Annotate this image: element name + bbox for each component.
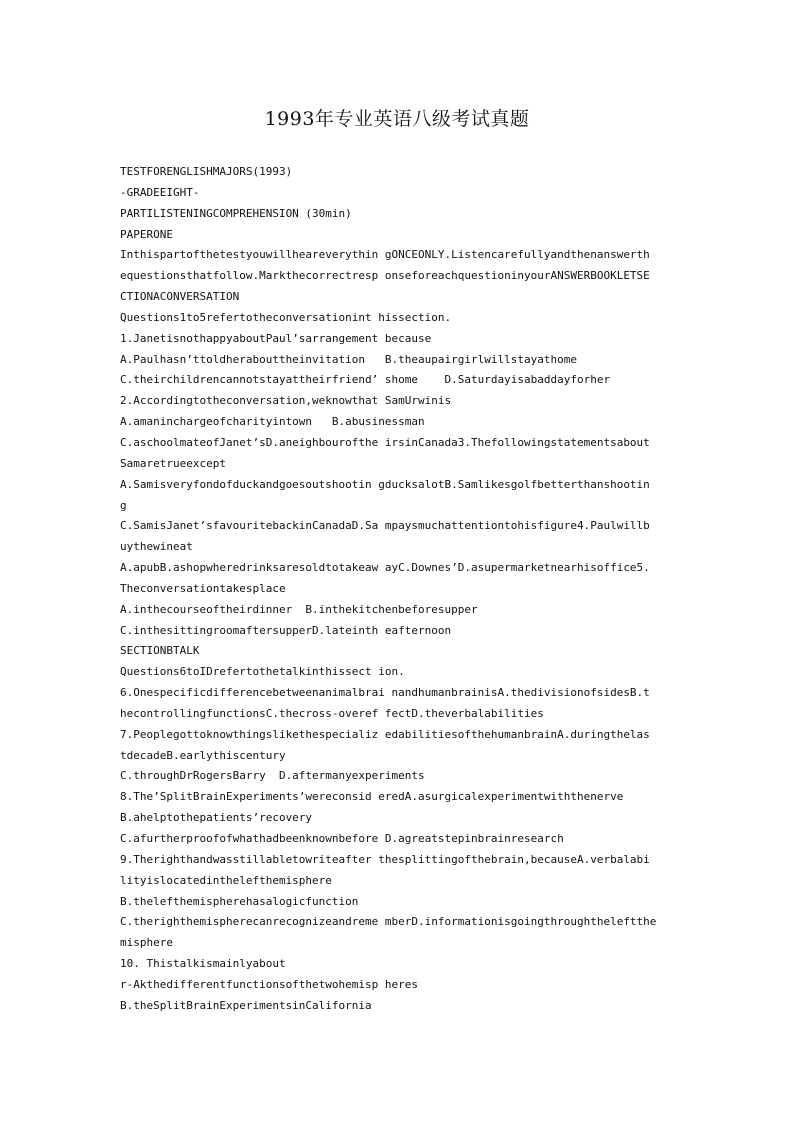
text-line: Samaretrueexcept bbox=[120, 456, 226, 470]
text-line: Questions1to5refertotheconversationint hissection. bbox=[120, 310, 452, 324]
text-line: A.Paulhasn’ttoldherabouttheinvitation B.theaupairgirlwillstayathome bbox=[120, 352, 577, 366]
text-line: Questions6toIDrefertothetalkinthissect ion. bbox=[120, 665, 405, 679]
text-line: CTIONACONVERSATION bbox=[120, 290, 240, 304]
text-line: 7.Peoplegottoknowthingslikethespecializ edabilitiesofthehumanbrainA.duringthelas bbox=[120, 727, 650, 741]
text-line: B.ahelptothepatients’recovery bbox=[120, 811, 313, 825]
text-line: PAPERONE bbox=[120, 227, 173, 241]
text-line: B.thelefthemispherehasalogicfunction bbox=[120, 894, 359, 908]
text-line: C.theirchildrencannotstayattheirfriend’ shome D.Saturdayisabaddayforher bbox=[120, 373, 611, 387]
text-line: equestionsthatfollow.Markthecorrectresp onseforeachquestioninyourANSWERBOOKLETSE bbox=[120, 269, 650, 283]
text-line: 9.Therighthandwasstillabletowriteafter thesplittingofthebrain,becauseA.verbalabi bbox=[120, 852, 650, 866]
text-line: C.inthesittingroomaftersupperD.lateinth eafternoon bbox=[120, 623, 452, 637]
text-line: 10. Thistalkismainlyabout bbox=[120, 957, 286, 971]
document-title: 1993年专业英语八级考试真题 bbox=[264, 108, 530, 130]
text-line: A.Samisveryfondofduckandgoesoutshootin gducksalotB.Samlikesgolfbetterthanshootin bbox=[120, 477, 650, 491]
text-line: hecontrollingfunctionsC.thecross-overef fectD.theverbalabilities bbox=[120, 706, 544, 720]
text-line: g bbox=[120, 498, 127, 512]
text-line: SECTIONBTALK bbox=[120, 644, 200, 658]
text-line: misphere bbox=[120, 936, 173, 950]
text-line: 2.Accordingtotheconversation,weknowthat SamUrwinis bbox=[120, 394, 452, 408]
text-line: Inthispartofthetestyouwillheareverythin gONCEONLY.Listencarefullyandthenanswerth bbox=[120, 248, 650, 262]
text-line: A.apubB.ashopwheredrinksaresoldtotakeaw ayC.Downes’D.asupermarketnearhisoffice5. bbox=[120, 561, 650, 575]
text-line: PARTILISTENINGCOMPREHENSION (30min) bbox=[120, 206, 352, 220]
text-line: tdecadeB.earlythiscentury bbox=[120, 748, 286, 762]
text-line: C.therighthemispherecanrecognizeandreme mberD.informationisgoingthroughtheleftthe bbox=[120, 915, 657, 929]
text-line: 8.The’SplitBrainExperiments’wereconsid eredA.asurgicalexperimentwiththenerve bbox=[120, 790, 624, 804]
text-line: C.throughDrRogersBarry D.aftermanyexperiments bbox=[120, 769, 425, 783]
text-line: C.aschoolmateofJanet’sD.aneighbourofthe irsinCanada3.Thefollowingstatementsabout bbox=[120, 435, 650, 449]
text-line: Theconversationtakesplace bbox=[120, 581, 286, 595]
text-line: A.inthecourseoftheirdinner B.inthekitchenbeforesupper bbox=[120, 602, 478, 616]
text-line: C.afurtherproofofwhathadbeenknownbefore D.agreatstepinbrainresearch bbox=[120, 832, 564, 845]
text-line: uythewineat bbox=[120, 540, 193, 554]
text-line: 1.JanetisnothappyaboutPaul’sarrangement because bbox=[120, 331, 432, 345]
text-line: B.theSplitBrainExperimentsinCalifornia bbox=[120, 998, 372, 1012]
text-line: -GRADEEIGHT- bbox=[120, 185, 200, 199]
text-line: A.amaninchargeofcharityintown B.abusinessman bbox=[120, 415, 425, 429]
text-line: lityislocatedinthelefthemisphere bbox=[120, 873, 332, 887]
text-line: r-Akthedifferentfunctionsofthetwohemisp heres bbox=[120, 977, 419, 991]
text-line: 6.Onespecificdifferencebetweenanimalbrai nandhumanbrainisA.thedivisionofsidesB.t bbox=[120, 686, 650, 700]
text-line: C.SamisJanet’sfavouritebackinCanadaD.Sa mpaysmuchattentiontohisfigure4.Paulwillb bbox=[120, 519, 650, 533]
text-line: TESTFORENGLISHMAJORS(1993) bbox=[120, 165, 293, 178]
document-body bbox=[120, 162, 676, 1017]
